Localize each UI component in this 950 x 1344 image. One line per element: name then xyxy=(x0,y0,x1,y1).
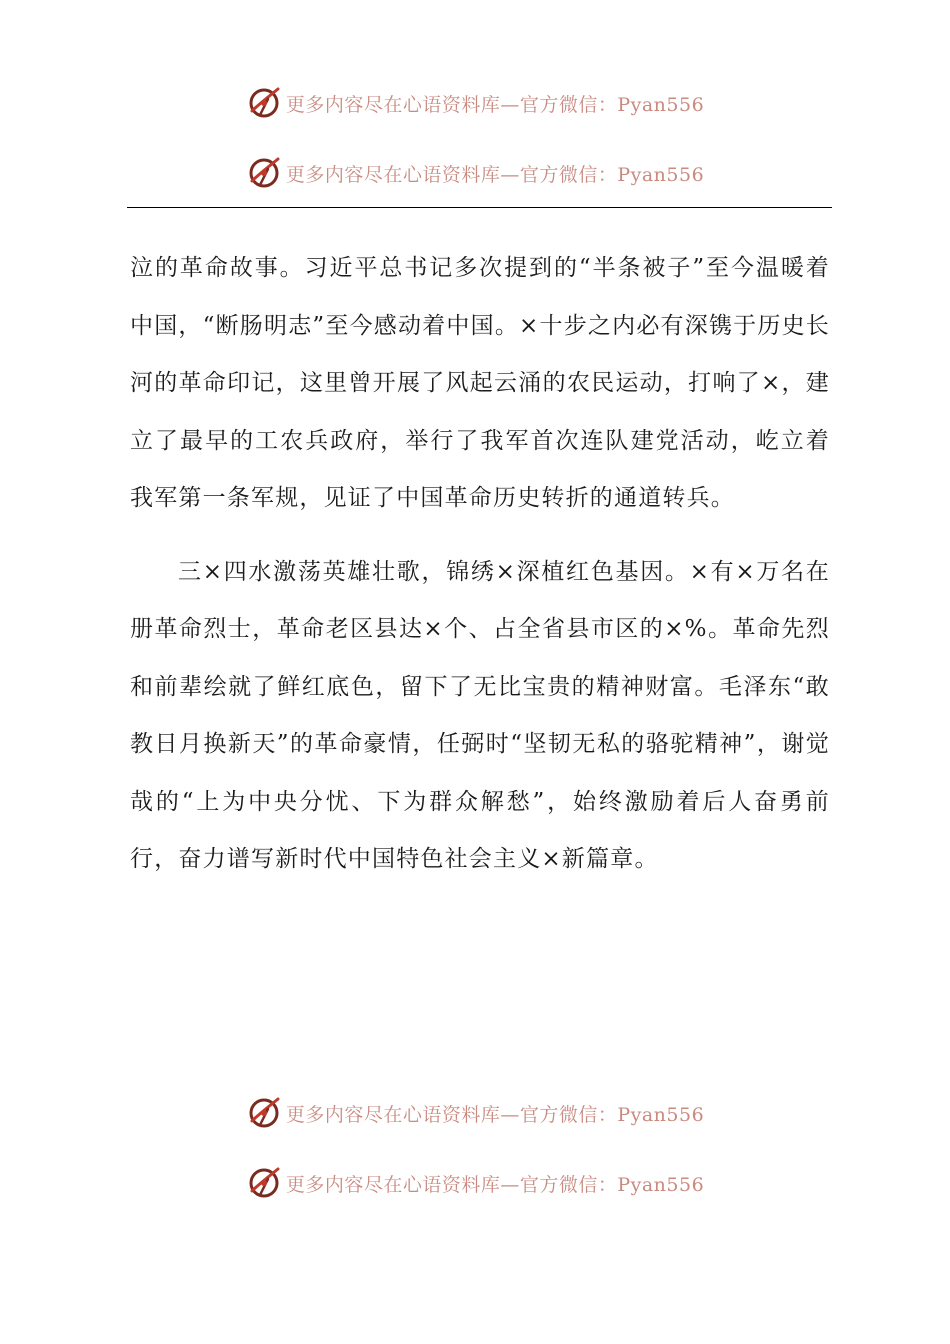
watermark-text: 更多内容尽在心语资料库—官方微信：Pyan556 xyxy=(285,93,705,116)
watermark-bottom-1 xyxy=(0,1093,950,1133)
seal-pen-logo-icon xyxy=(246,155,282,191)
paragraph-1: 泣的革命故事。习近平总书记多次提到的“半条被子”至今温暖着中国，“断肠明志”至今感动着中国。×十步之内必有深镌于历史长河的革命印记，这里曾开展了风起云涌的农民运动，打响了×，建立了最早的工农兵政府，举行了我军首次连队建党活动，屹立着我军第一条军规，见证了中国革命历史转折的通道转兵。 xyxy=(130,255,830,511)
seal-pen-logo-icon xyxy=(246,1095,282,1131)
header-divider xyxy=(127,207,832,208)
seal-pen-logo-icon xyxy=(246,1165,282,1201)
seal-pen-logo-icon xyxy=(246,85,282,121)
watermark-top-1 xyxy=(0,83,950,123)
watermark-text: 更多内容尽在心语资料库—官方微信：Pyan556 xyxy=(285,1103,705,1126)
watermark-text: 更多内容尽在心语资料库—官方微信：Pyan556 xyxy=(285,163,705,186)
document-body xyxy=(130,240,830,889)
paragraph-2: 三×四水激荡英雄壮歌，锦绣×深植红色基因。×有×万名在册革命烈士，革命老区县达×个、占全省县市区的×%。革命先烈和前辈绘就了鲜红底色，留下了无比宝贵的精神财富。毛泽东“敢教日月换新天”的革命豪情，任弼时“坚韧无私的骆驼精神”，谢觉哉的“上为中央分忧、下为群众解愁”，始终激励着后人奋勇前行，奋力谱写新时代中国特色社会主义×新篇章。 xyxy=(130,558,830,872)
watermark-text: 更多内容尽在心语资料库—官方微信：Pyan556 xyxy=(285,1173,705,1196)
watermark-top-2 xyxy=(0,153,950,193)
watermark-bottom-2 xyxy=(0,1163,950,1203)
